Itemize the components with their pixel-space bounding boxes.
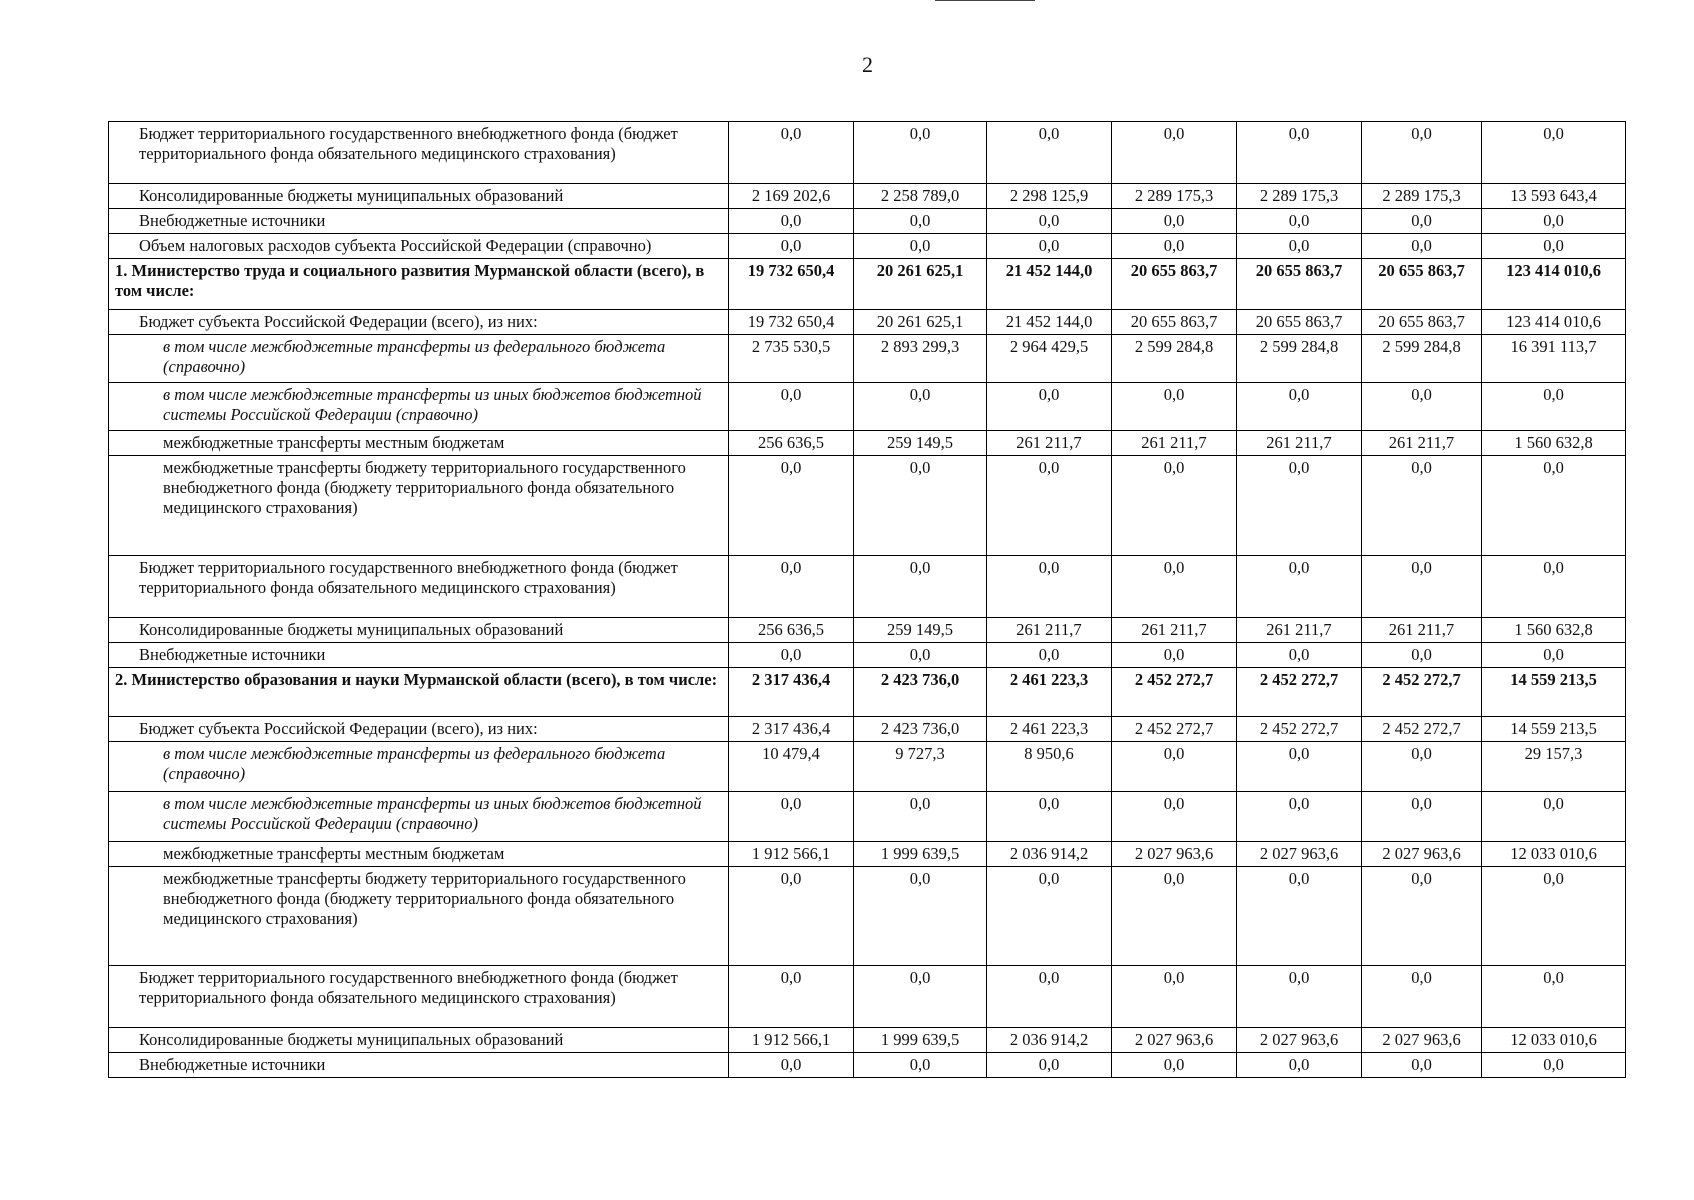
cell-value: 2 964 429,5 <box>987 335 1112 383</box>
row-label: в том числе межбюджетные трансферты из федерального бюджета (справочно) <box>109 335 729 383</box>
cell-value: 261 211,7 <box>987 431 1112 456</box>
cell-value: 0,0 <box>729 966 854 1028</box>
cell-value: 0,0 <box>729 643 854 668</box>
cell-value: 1 999 639,5 <box>854 1028 987 1053</box>
cell-value: 0,0 <box>987 383 1112 431</box>
row-label: межбюджетные трансферты местным бюджетам <box>109 842 729 867</box>
cell-value: 0,0 <box>1482 792 1626 842</box>
cell-value: 261 211,7 <box>1362 431 1482 456</box>
table-row <box>109 717 1626 742</box>
cell-value: 261 211,7 <box>987 618 1112 643</box>
cell-value: 259 149,5 <box>854 618 987 643</box>
cell-value: 0,0 <box>854 966 987 1028</box>
table-row <box>109 643 1626 668</box>
cell-value: 0,0 <box>1112 234 1237 259</box>
cell-value: 20 655 863,7 <box>1362 310 1482 335</box>
row-label: Внебюджетные источники <box>109 209 729 234</box>
cell-value: 2 027 963,6 <box>1112 1028 1237 1053</box>
cell-value: 0,0 <box>1362 456 1482 556</box>
cell-value: 2 452 272,7 <box>1237 717 1362 742</box>
cell-value: 2 461 223,3 <box>987 668 1112 717</box>
cell-value: 0,0 <box>1362 643 1482 668</box>
cell-value: 0,0 <box>1112 1053 1237 1078</box>
cell-value: 2 169 202,6 <box>729 184 854 209</box>
row-label: межбюджетные трансферты бюджету территориального государственного внебюджетного фонда (бюджету территориального фонда обязательного медицинского страхования) <box>109 867 729 966</box>
cell-value: 0,0 <box>1237 456 1362 556</box>
cell-value: 2 452 272,7 <box>1237 668 1362 717</box>
cell-value: 0,0 <box>1112 383 1237 431</box>
cell-value: 2 599 284,8 <box>1362 335 1482 383</box>
cell-value: 0,0 <box>729 122 854 184</box>
cell-value: 261 211,7 <box>1112 431 1237 456</box>
cell-value: 261 211,7 <box>1362 618 1482 643</box>
cell-value: 0,0 <box>1237 966 1362 1028</box>
table-row <box>109 122 1626 184</box>
cell-value: 261 211,7 <box>1237 618 1362 643</box>
table-row <box>109 1028 1626 1053</box>
cell-value: 2 452 272,7 <box>1112 717 1237 742</box>
table-row <box>109 431 1626 456</box>
table-row <box>109 335 1626 383</box>
cell-value: 14 559 213,5 <box>1482 668 1626 717</box>
table-row <box>109 556 1626 618</box>
table-row <box>109 842 1626 867</box>
cell-value: 2 317 436,4 <box>729 668 854 717</box>
cell-value: 0,0 <box>1112 966 1237 1028</box>
cell-value: 0,0 <box>1362 383 1482 431</box>
cell-value: 19 732 650,4 <box>729 310 854 335</box>
row-label: 2. Министерство образования и науки Мурманской области (всего), в том числе: <box>109 668 729 717</box>
cell-value: 0,0 <box>1237 383 1362 431</box>
row-label: 1. Министерство труда и социального развития Мурманской области (всего), в том числе: <box>109 259 729 310</box>
cell-value: 0,0 <box>1112 643 1237 668</box>
table-row <box>109 668 1626 717</box>
cell-value: 123 414 010,6 <box>1482 310 1626 335</box>
cell-value: 20 655 863,7 <box>1112 310 1237 335</box>
row-label: Бюджет субъекта Российской Федерации (всего), из них: <box>109 717 729 742</box>
row-label: Бюджет территориального государственного внебюджетного фонда (бюджет территориального фонда обязательного медицинского страхования) <box>109 556 729 618</box>
cell-value: 0,0 <box>1362 556 1482 618</box>
row-label: Консолидированные бюджеты муниципальных образований <box>109 618 729 643</box>
cell-value: 0,0 <box>729 556 854 618</box>
cell-value: 8 950,6 <box>987 742 1112 792</box>
cell-value: 0,0 <box>729 209 854 234</box>
top-rule <box>935 0 1035 2</box>
cell-value: 1 999 639,5 <box>854 842 987 867</box>
row-label: в том числе межбюджетные трансферты из иных бюджетов бюджетной системы Российской Федерации (справочно) <box>109 792 729 842</box>
row-label: Объем налоговых расходов субъекта Российской Федерации (справочно) <box>109 234 729 259</box>
cell-value: 0,0 <box>1482 867 1626 966</box>
row-label: Консолидированные бюджеты муниципальных образований <box>109 184 729 209</box>
table-row <box>109 310 1626 335</box>
table-row <box>109 792 1626 842</box>
cell-value: 21 452 144,0 <box>987 310 1112 335</box>
table-row <box>109 966 1626 1028</box>
cell-value: 2 452 272,7 <box>1112 668 1237 717</box>
cell-value: 0,0 <box>1362 742 1482 792</box>
cell-value: 0,0 <box>1112 867 1237 966</box>
cell-value: 0,0 <box>987 1053 1112 1078</box>
cell-value: 1 912 566,1 <box>729 842 854 867</box>
cell-value: 0,0 <box>729 867 854 966</box>
cell-value: 0,0 <box>854 792 987 842</box>
cell-value: 0,0 <box>1482 383 1626 431</box>
cell-value: 20 655 863,7 <box>1237 259 1362 310</box>
cell-value: 0,0 <box>854 456 987 556</box>
cell-value: 0,0 <box>854 1053 987 1078</box>
cell-value: 0,0 <box>1237 556 1362 618</box>
cell-value: 0,0 <box>1362 1053 1482 1078</box>
cell-value: 20 655 863,7 <box>1362 259 1482 310</box>
table-row <box>109 618 1626 643</box>
cell-value: 2 298 125,9 <box>987 184 1112 209</box>
cell-value: 0,0 <box>1237 867 1362 966</box>
cell-value: 0,0 <box>1482 643 1626 668</box>
cell-value: 2 461 223,3 <box>987 717 1112 742</box>
table-row <box>109 234 1626 259</box>
cell-value: 256 636,5 <box>729 431 854 456</box>
cell-value: 2 599 284,8 <box>1112 335 1237 383</box>
cell-value: 29 157,3 <box>1482 742 1626 792</box>
table-row <box>109 1053 1626 1078</box>
cell-value: 261 211,7 <box>1237 431 1362 456</box>
cell-value: 0,0 <box>1237 742 1362 792</box>
cell-value: 259 149,5 <box>854 431 987 456</box>
cell-value: 261 211,7 <box>1112 618 1237 643</box>
cell-value: 0,0 <box>987 966 1112 1028</box>
row-label: Внебюджетные источники <box>109 1053 729 1078</box>
cell-value: 0,0 <box>1237 643 1362 668</box>
cell-value: 2 289 175,3 <box>1237 184 1362 209</box>
cell-value: 0,0 <box>1362 209 1482 234</box>
cell-value: 0,0 <box>854 234 987 259</box>
cell-value: 2 452 272,7 <box>1362 717 1482 742</box>
row-label: в том числе межбюджетные трансферты из федерального бюджета (справочно) <box>109 742 729 792</box>
cell-value: 2 289 175,3 <box>1112 184 1237 209</box>
page-number: 2 <box>862 52 873 77</box>
table-row <box>109 383 1626 431</box>
cell-value: 0,0 <box>854 556 987 618</box>
cell-value: 0,0 <box>854 122 987 184</box>
table-row <box>109 742 1626 792</box>
table-row <box>109 867 1626 966</box>
row-label: межбюджетные трансферты местным бюджетам <box>109 431 729 456</box>
cell-value: 20 655 863,7 <box>1237 310 1362 335</box>
row-label: Консолидированные бюджеты муниципальных образований <box>109 1028 729 1053</box>
cell-value: 2 036 914,2 <box>987 1028 1112 1053</box>
cell-value: 0,0 <box>854 643 987 668</box>
cell-value: 0,0 <box>1112 456 1237 556</box>
cell-value: 0,0 <box>1482 234 1626 259</box>
cell-value: 20 261 625,1 <box>854 259 987 310</box>
cell-value: 2 452 272,7 <box>1362 668 1482 717</box>
cell-value: 0,0 <box>1112 122 1237 184</box>
cell-value: 9 727,3 <box>854 742 987 792</box>
table-row <box>109 184 1626 209</box>
cell-value: 2 027 963,6 <box>1362 842 1482 867</box>
cell-value: 2 599 284,8 <box>1237 335 1362 383</box>
cell-value: 2 027 963,6 <box>1362 1028 1482 1053</box>
cell-value: 0,0 <box>729 383 854 431</box>
cell-value: 123 414 010,6 <box>1482 259 1626 310</box>
cell-value: 0,0 <box>1362 792 1482 842</box>
cell-value: 0,0 <box>729 1053 854 1078</box>
cell-value: 0,0 <box>1482 1053 1626 1078</box>
cell-value: 0,0 <box>1482 556 1626 618</box>
cell-value: 0,0 <box>729 792 854 842</box>
cell-value: 2 258 789,0 <box>854 184 987 209</box>
cell-value: 0,0 <box>987 234 1112 259</box>
cell-value: 0,0 <box>1112 209 1237 234</box>
cell-value: 0,0 <box>1112 556 1237 618</box>
cell-value: 0,0 <box>987 209 1112 234</box>
cell-value: 0,0 <box>1482 209 1626 234</box>
cell-value: 10 479,4 <box>729 742 854 792</box>
cell-value: 0,0 <box>1112 792 1237 842</box>
cell-value: 0,0 <box>1237 209 1362 234</box>
cell-value: 2 735 530,5 <box>729 335 854 383</box>
cell-value: 14 559 213,5 <box>1482 717 1626 742</box>
cell-value: 0,0 <box>1482 966 1626 1028</box>
cell-value: 0,0 <box>854 867 987 966</box>
cell-value: 0,0 <box>729 456 854 556</box>
cell-value: 0,0 <box>987 643 1112 668</box>
cell-value: 21 452 144,0 <box>987 259 1112 310</box>
row-label: Бюджет территориального государственного внебюджетного фонда (бюджет территориального фонда обязательного медицинского страхования) <box>109 122 729 184</box>
cell-value: 0,0 <box>1237 234 1362 259</box>
cell-value: 13 593 643,4 <box>1482 184 1626 209</box>
cell-value: 0,0 <box>987 867 1112 966</box>
cell-value: 2 027 963,6 <box>1237 842 1362 867</box>
cell-value: 2 423 736,0 <box>854 717 987 742</box>
cell-value: 2 036 914,2 <box>987 842 1112 867</box>
cell-value: 0,0 <box>1237 1053 1362 1078</box>
cell-value: 0,0 <box>729 234 854 259</box>
cell-value: 12 033 010,6 <box>1482 1028 1626 1053</box>
cell-value: 0,0 <box>987 456 1112 556</box>
budget-table <box>108 121 1626 1078</box>
cell-value: 0,0 <box>1482 122 1626 184</box>
cell-value: 19 732 650,4 <box>729 259 854 310</box>
cell-value: 20 655 863,7 <box>1112 259 1237 310</box>
cell-value: 0,0 <box>854 383 987 431</box>
row-label: Внебюджетные источники <box>109 643 729 668</box>
cell-value: 2 893 299,3 <box>854 335 987 383</box>
cell-value: 2 027 963,6 <box>1237 1028 1362 1053</box>
cell-value: 2 423 736,0 <box>854 668 987 717</box>
cell-value: 0,0 <box>1362 966 1482 1028</box>
cell-value: 0,0 <box>1237 792 1362 842</box>
cell-value: 0,0 <box>1482 456 1626 556</box>
cell-value: 256 636,5 <box>729 618 854 643</box>
cell-value: 1 560 632,8 <box>1482 618 1626 643</box>
cell-value: 0,0 <box>1362 867 1482 966</box>
cell-value: 0,0 <box>1112 742 1237 792</box>
cell-value: 0,0 <box>1237 122 1362 184</box>
cell-value: 0,0 <box>987 792 1112 842</box>
cell-value: 2 027 963,6 <box>1112 842 1237 867</box>
cell-value: 12 033 010,6 <box>1482 842 1626 867</box>
row-label: межбюджетные трансферты бюджету территориального государственного внебюджетного фонда (бюджету территориального фонда обязательного медицинского страхования) <box>109 456 729 556</box>
cell-value: 2 317 436,4 <box>729 717 854 742</box>
cell-value: 0,0 <box>854 209 987 234</box>
cell-value: 1 560 632,8 <box>1482 431 1626 456</box>
table-row <box>109 209 1626 234</box>
cell-value: 2 289 175,3 <box>1362 184 1482 209</box>
cell-value: 0,0 <box>1362 122 1482 184</box>
cell-value: 1 912 566,1 <box>729 1028 854 1053</box>
cell-value: 20 261 625,1 <box>854 310 987 335</box>
cell-value: 16 391 113,7 <box>1482 335 1626 383</box>
table-row <box>109 456 1626 556</box>
cell-value: 0,0 <box>987 556 1112 618</box>
row-label: в том числе межбюджетные трансферты из иных бюджетов бюджетной системы Российской Федерации (справочно) <box>109 383 729 431</box>
cell-value: 0,0 <box>987 122 1112 184</box>
row-label: Бюджет субъекта Российской Федерации (всего), из них: <box>109 310 729 335</box>
table-row <box>109 259 1626 310</box>
cell-value: 0,0 <box>1362 234 1482 259</box>
row-label: Бюджет территориального государственного внебюджетного фонда (бюджет территориального фонда обязательного медицинского страхования) <box>109 966 729 1028</box>
